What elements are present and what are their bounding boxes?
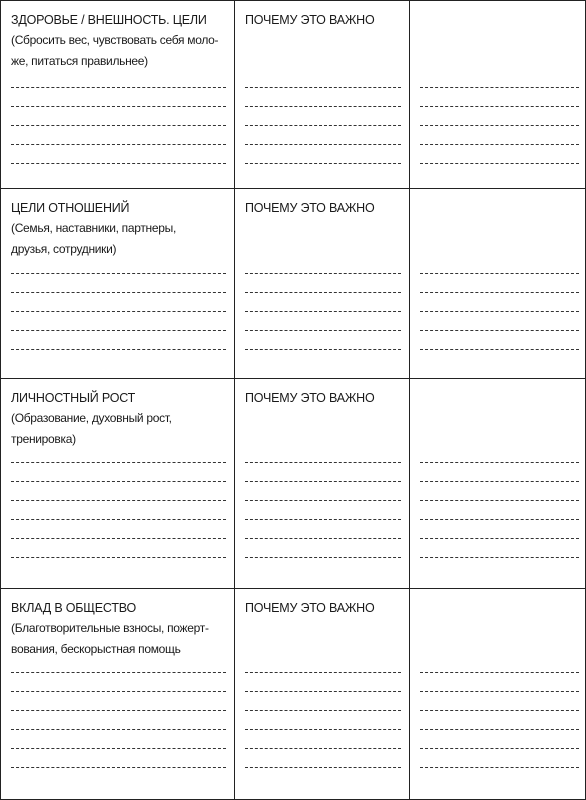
notes-cell-contribution — [410, 589, 586, 800]
writing-lines[interactable] — [245, 462, 401, 576]
why-cell-health — [235, 1, 410, 189]
section-description: (Семья, наставники, партнеры, друзья, сотрудники) — [11, 221, 176, 256]
writing-lines[interactable] — [420, 87, 579, 182]
writing-lines[interactable] — [245, 273, 401, 368]
why-cell-growth — [235, 379, 410, 589]
section-title: ЛИЧНОСТНЫЙ РОСТ — [11, 391, 136, 405]
writing-lines[interactable] — [11, 672, 226, 786]
section-row-contribution — [1, 589, 586, 800]
writing-lines[interactable] — [245, 672, 401, 786]
section-row-relationships — [1, 189, 586, 379]
why-important-label: ПОЧЕМУ ЭТО ВАЖНО — [245, 391, 375, 405]
notes-cell-growth — [410, 379, 586, 589]
why-important-label: ПОЧЕМУ ЭТО ВАЖНО — [245, 13, 375, 27]
section-description: (Образование, духовный рост, тренировка) — [11, 411, 172, 446]
writing-lines[interactable] — [420, 462, 579, 576]
writing-lines[interactable] — [11, 462, 226, 576]
goal-cell-health — [1, 1, 235, 189]
goal-cell-relationships — [1, 189, 235, 379]
why-important-label: ПОЧЕМУ ЭТО ВАЖНО — [245, 601, 375, 615]
writing-lines[interactable] — [245, 87, 401, 182]
section-description: (Сбросить вес, чувствовать себя моло- же, питаться правильнее) — [11, 33, 219, 68]
notes-cell-relationships — [410, 189, 586, 379]
why-important-label: ПОЧЕМУ ЭТО ВАЖНО — [245, 201, 375, 215]
goal-cell-growth — [1, 379, 235, 589]
notes-cell-health — [410, 1, 586, 189]
writing-lines[interactable] — [11, 87, 226, 182]
writing-lines[interactable] — [11, 273, 226, 368]
section-title: ВКЛАД В ОБЩЕСТВО — [11, 601, 136, 615]
section-row-health — [1, 1, 586, 189]
why-cell-relationships — [235, 189, 410, 379]
section-row-growth — [1, 379, 586, 589]
writing-lines[interactable] — [420, 672, 579, 786]
writing-lines[interactable] — [420, 273, 579, 368]
why-cell-contribution — [235, 589, 410, 800]
goal-cell-contribution — [1, 589, 235, 800]
section-title: ЦЕЛИ ОТНОШЕНИЙ — [11, 201, 130, 215]
section-description: (Благотворительные взносы, пожерт- вования, бескорыстная помощь — [11, 621, 209, 656]
section-title: ЗДОРОВЬЕ / ВНЕШНОСТЬ. ЦЕЛИ — [11, 13, 207, 27]
